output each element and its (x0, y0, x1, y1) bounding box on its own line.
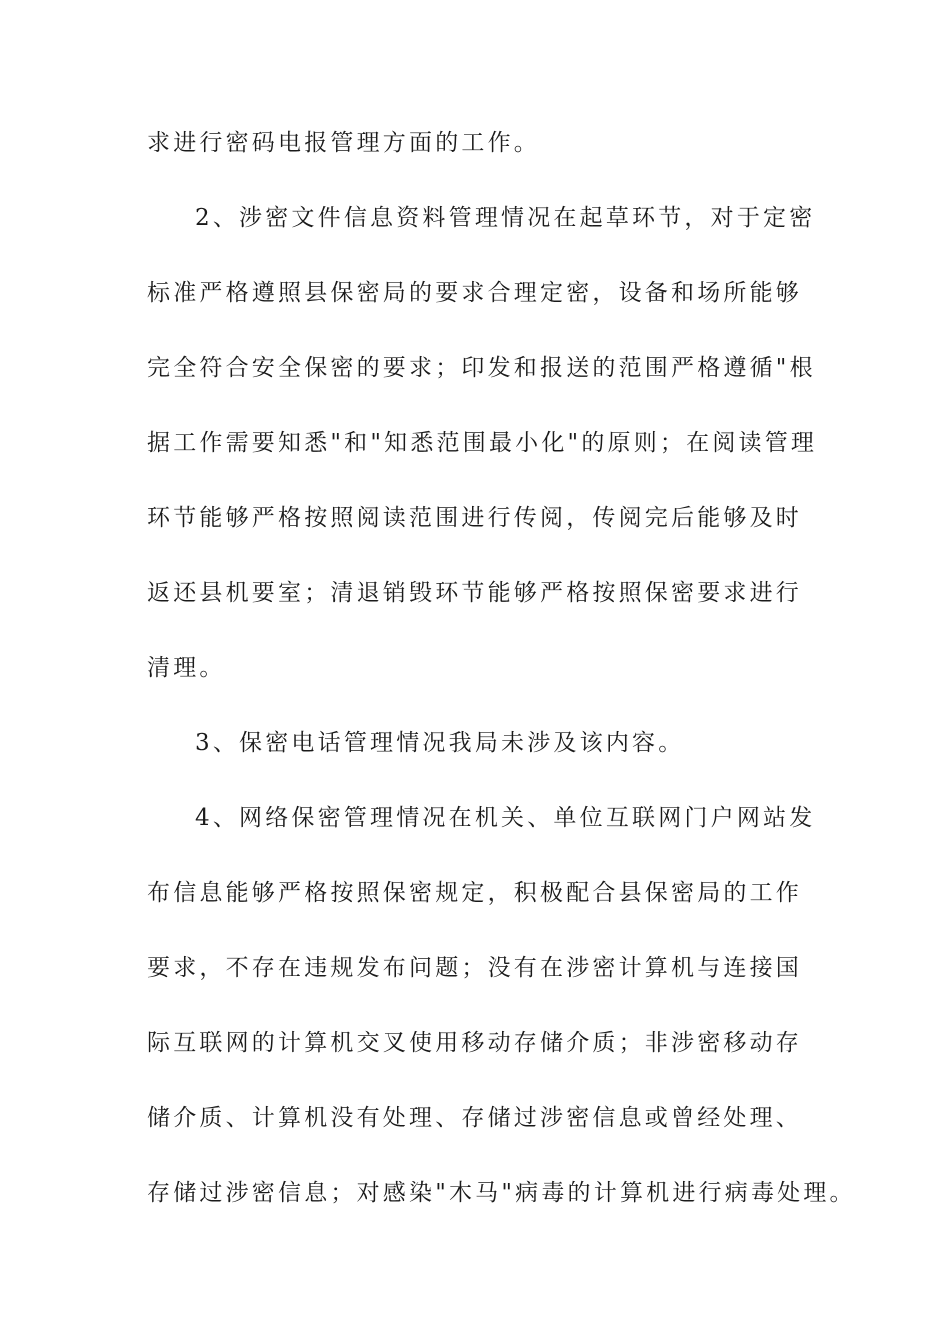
text-line: 标准严格遵照县保密局的要求合理定密，设备和场所能够 (147, 280, 802, 306)
paragraph-2-heading-line: 2、涉密文件信息资料管理情况在起草环节，对于定密 (195, 205, 816, 231)
document-page (147, 125, 856, 1250)
text-line: 据工作需要知悉"和"知悉范围最小化"的原则；在阅读管理 (147, 430, 818, 456)
text-line: 际互联网的计算机交叉使用移动存储介质；非涉密移动存 (147, 1030, 802, 1056)
text-line: 要求，不存在违规发布问题；没有在涉密计算机与连接国 (147, 955, 802, 981)
text-line: 环节能够严格按照阅读范围进行传阅，传阅完后能够及时 (147, 505, 802, 531)
text-line: 存储过涉密信息；对感染"木马"病毒的计算机进行病毒处理。 (147, 1180, 856, 1206)
text-line: 完全符合安全保密的要求；印发和报送的范围严格遵循"根 (147, 355, 816, 381)
text-line: 布信息能够严格按照保密规定，积极配合县保密局的工作 (147, 880, 802, 906)
paragraph-3-heading-line: 3、保密电话管理情况我局未涉及该内容。 (195, 730, 685, 756)
text-line: 储介质、计算机没有处理、存储过涉密信息或曾经处理、 (147, 1105, 802, 1131)
text-line: 返还县机要室；清退销毁环节能够严格按照保密要求进行 (147, 580, 802, 606)
text-line: 求进行密码电报管理方面的工作。 (147, 130, 540, 156)
text-line: 清理。 (147, 655, 226, 681)
paragraph-4-heading-line: 4、网络保密管理情况在机关、单位互联网门户网站发 (195, 805, 816, 831)
